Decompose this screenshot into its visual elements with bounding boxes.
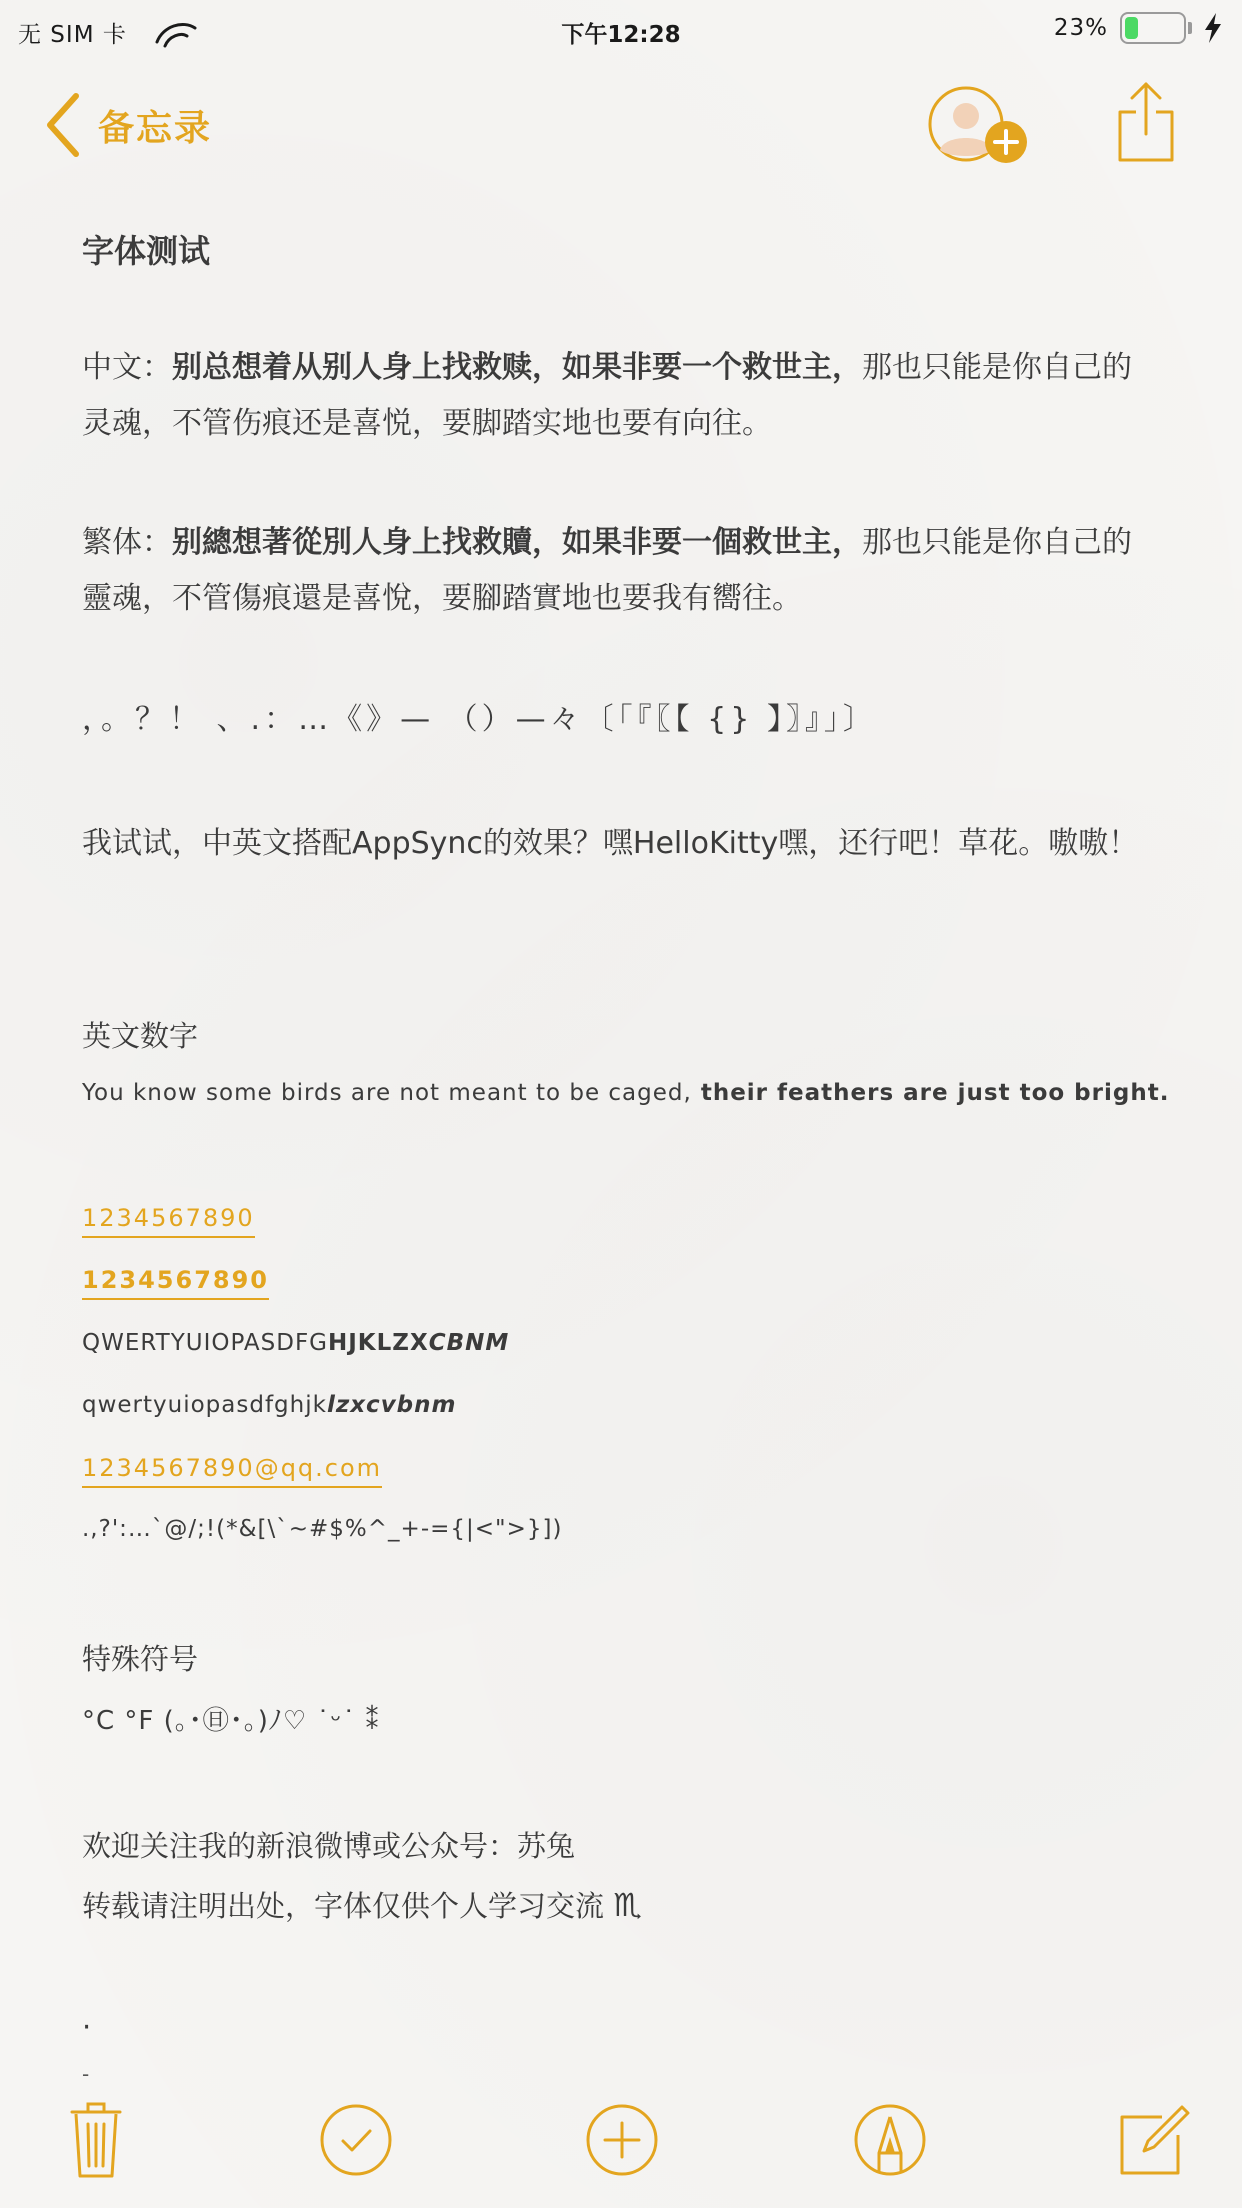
lowercase-bold-italic: lzxcvbnm — [326, 1392, 457, 1418]
note-title: 字体测试 — [82, 232, 211, 270]
back-button[interactable] — [44, 92, 212, 158]
lowercase-line — [82, 1392, 457, 1418]
status-time: 下午12:28 — [561, 22, 681, 48]
bottom-toolbar — [0, 2090, 1242, 2190]
number-link[interactable]: 1234567890 — [82, 1204, 255, 1238]
battery-fill — [1125, 17, 1138, 39]
paragraph-simplified — [82, 340, 1142, 452]
delete-button[interactable] — [66, 2090, 126, 2190]
carrier-label: 无 SIM 卡 — [18, 22, 127, 48]
symbols-line: .,?':…`@/;!(*&[\`~#$%^_+-={|<">}]) — [82, 1516, 563, 1542]
status-bar — [0, 0, 1242, 60]
english-heading: 英文数字 — [82, 1019, 199, 1053]
paragraph-traditional — [82, 515, 1142, 627]
battery-icon — [1120, 12, 1186, 44]
traditional-bold: 别總想著從別人身上找救贖，如果非要一個救世主， — [172, 525, 862, 560]
simplified-rest: 那也只能是你自己的灵魂，不管伤痕还是喜悦，要脚踏实地也要有向往。 — [82, 350, 1132, 441]
email-link[interactable]: 1234567890@qq.com — [82, 1454, 382, 1488]
battery-percent: 23% — [1053, 15, 1108, 41]
add-button[interactable] — [582, 2090, 662, 2190]
uppercase-line — [82, 1330, 509, 1356]
markup-button[interactable] — [850, 2090, 930, 2190]
compose-button[interactable] — [1118, 2090, 1192, 2190]
english-sentence-plain: You know some birds are not meant to be caged, — [82, 1080, 692, 1106]
plus-circle-icon — [585, 2103, 659, 2177]
uppercase-plain: QWERTYUIOPASDFG — [82, 1330, 328, 1356]
traditional-rest: 那也只能是你自己的靈魂，不管傷痕還是喜悅，要腳踏實地也要我有嚮往。 — [82, 525, 1132, 616]
checkmark-circle-icon — [319, 2103, 393, 2177]
battery-tip — [1188, 22, 1192, 34]
compose-icon — [1118, 2103, 1192, 2177]
pen-circle-icon — [853, 2103, 927, 2177]
repost-glyph: ♏ — [613, 1886, 642, 1924]
back-label: 备忘录 — [98, 107, 213, 149]
dot-line: · — [82, 2010, 92, 2044]
status-right — [1054, 12, 1224, 44]
traditional-prefix: 繁体： — [82, 525, 172, 560]
follow-line: 欢迎关注我的新浪微博或公众号：苏兔 — [82, 1829, 576, 1863]
mixed-line: 我试试，中英文搭配AppSync的效果？嘿HelloKitty嘿，还行吧！草花。嗷嗷！ — [82, 826, 1139, 861]
repost-text: 转载请注明出处，字体仅供个人学习交流 — [82, 1889, 605, 1923]
lowercase-plain: qwertyuiopasdfghjk — [82, 1392, 327, 1418]
checklist-button[interactable] — [316, 2090, 396, 2190]
uppercase-bold: HJKLZX — [328, 1330, 429, 1356]
simplified-bold: 别总想着从别人身上找救赎，如果非要一个救世主， — [172, 350, 862, 385]
uppercase-bold-italic: CBNM — [428, 1330, 510, 1356]
charging-bolt-icon — [1202, 12, 1224, 44]
simplified-prefix: 中文： — [82, 350, 172, 385]
english-sentence — [82, 1080, 1169, 1106]
trash-icon — [68, 2100, 124, 2180]
share-icon[interactable] — [1116, 80, 1176, 164]
special-symbols: °C °F (｡･㊐･｡)ﾉ♡ ˙ᵕ˙ ⁑ — [82, 1706, 380, 1736]
punctuation-line: ，。？！ 、.：…《》— （）—々〔「『〖【 {} 】〗』」〕 — [82, 702, 877, 737]
number-link-bold[interactable]: 1234567890 — [82, 1266, 269, 1300]
dot-small-line: - — [82, 2062, 90, 2086]
add-person-icon[interactable] — [926, 86, 1030, 168]
repost-line — [82, 1884, 642, 1925]
special-heading: 特殊符号 — [82, 1642, 199, 1676]
english-sentence-bold: their feathers are just too bright. — [691, 1080, 1170, 1106]
chevron-left-icon — [44, 92, 82, 158]
